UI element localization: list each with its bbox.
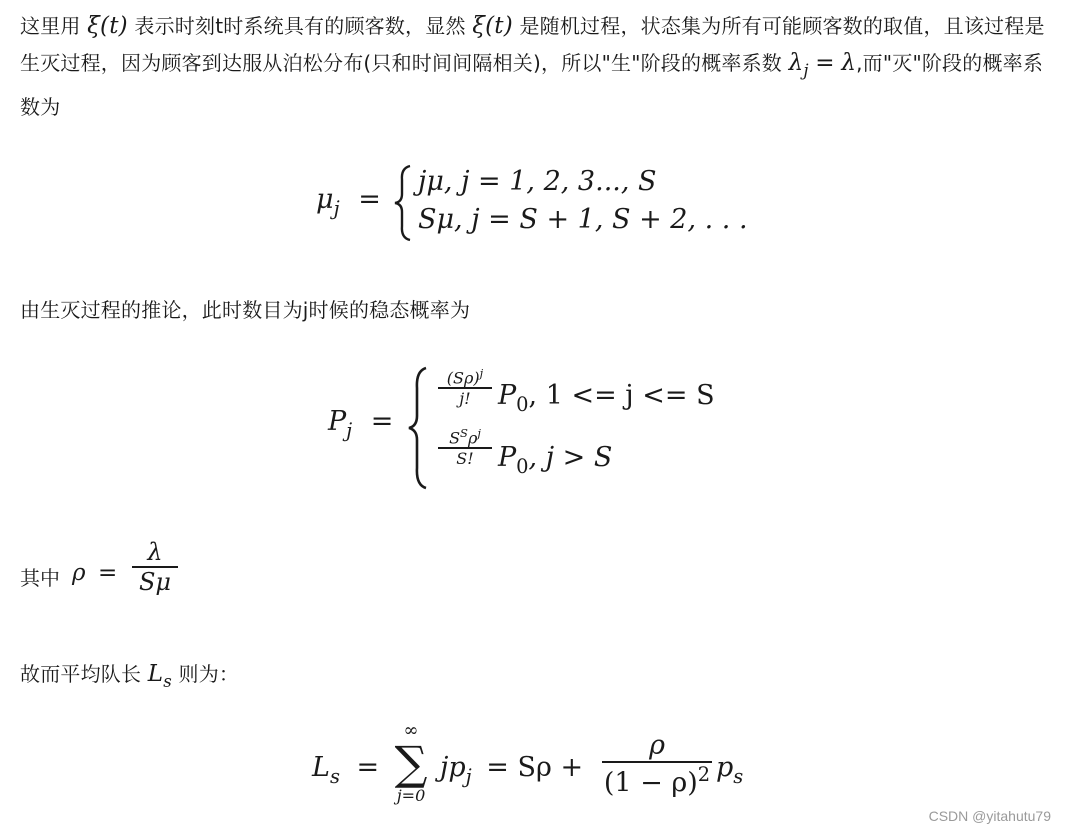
intro-text-4: ,而"灭"阶段的概率系数为 — [20, 51, 1044, 119]
sum-sign: ∑ — [394, 736, 428, 790]
ls-symbol: $L_s$ — [147, 661, 172, 691]
sum-lower-limit: j=0 — [396, 786, 426, 805]
p-case1-fraction — [438, 366, 492, 408]
rho-denominator: Sμ — [138, 567, 172, 596]
intro-text-1: 这里用 — [20, 14, 81, 38]
lambda-symbol: λ — [841, 50, 857, 76]
xi-t-symbol: ξ(t) — [87, 13, 128, 39]
rho-numerator: λ — [147, 538, 163, 566]
left-brace-p — [406, 366, 430, 490]
p-lhs: $P_j$ = — [328, 406, 394, 442]
mu-lhs: $\mu_j$ = — [316, 184, 381, 220]
equals-sign: = — [815, 50, 835, 76]
intro-text-2: 表示时刻t时系统具有的顾客数，显然 — [134, 14, 466, 38]
p-case2-tail: $P_0$, j > S — [498, 442, 613, 478]
ls-frac-numerator: ρ — [649, 730, 665, 761]
p-case2-numerator: $S^S\rho^j$ — [449, 426, 481, 448]
p-case1-denominator: j! — [459, 388, 471, 408]
mu-case-1: jμ, j = 1, 2, 3..., S — [418, 166, 657, 197]
ls-middle: $jp_j = S\rho$ + — [440, 752, 584, 788]
p-equation — [328, 362, 748, 492]
left-brace-mu — [392, 164, 414, 242]
mu-equation — [316, 162, 746, 252]
lambda-j-symbol: $\lambda_j$ — [788, 50, 809, 80]
rho-equals: = — [98, 560, 118, 586]
rho-prefix: 其中 — [20, 566, 60, 590]
p-case1-numerator: $(S\rho)^j$ — [446, 366, 484, 388]
rho-fraction — [132, 538, 178, 596]
ls-frac-denominator: $(1 - \rho)^2$ — [603, 762, 711, 799]
rho-symbol: ρ — [72, 560, 86, 586]
ls-fraction — [602, 730, 712, 798]
ls-intro-suffix: 则为： — [178, 662, 240, 686]
ls-equation — [312, 722, 772, 822]
ls-intro-prefix: 故而平均队长 — [20, 662, 142, 686]
ls-lhs: $L_s$ = — [312, 752, 380, 788]
rho-definition — [20, 536, 320, 616]
ls-tail: $p_s$ — [716, 752, 744, 788]
p-case2-denominator: S! — [456, 448, 474, 468]
intro-text-3: 是随机过程，状态集为所有可能顾客数的取值，且该过程是生灭过程，因为顾客到达服从泊松分布(只和时间间隔相关)，所以"生"阶段的概率系数 — [20, 14, 1045, 75]
watermark: CSDN @yitahutu79 — [928, 808, 1051, 824]
p-case1-tail: $P_0$, 1 <= j <= S — [498, 380, 715, 416]
p-case2-fraction — [438, 426, 492, 468]
ls-intro — [20, 656, 1050, 700]
xi-t-symbol-2: ξ(t) — [472, 13, 513, 39]
summation — [386, 722, 436, 806]
mu-case-2: Sμ, j = S + 1, S + 2, . . . — [418, 204, 748, 235]
sum-upper-limit: ∞ — [403, 720, 419, 741]
intro-paragraph — [20, 8, 1050, 126]
steady-state-text: 由生灭过程的推论，此时数目为j时候的稳态概率为 — [20, 298, 471, 322]
